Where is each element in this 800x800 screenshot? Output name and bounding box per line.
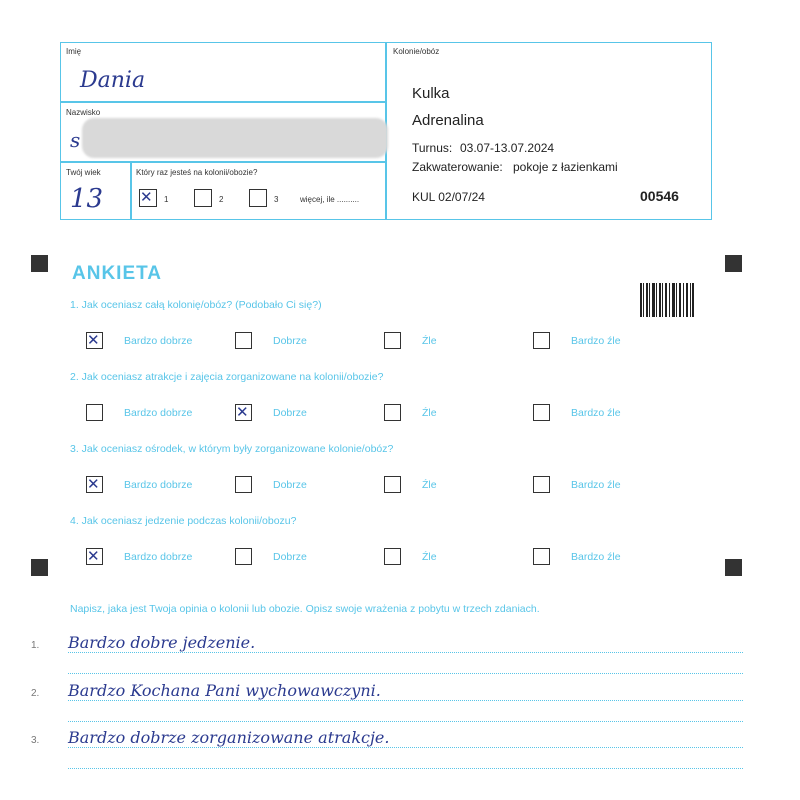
rating-label-q1-2: Dobrze <box>273 335 307 347</box>
answer-line <box>68 652 743 653</box>
rating-checkbox-q3-1[interactable] <box>86 476 103 493</box>
alignment-marker-icon <box>725 559 742 576</box>
turnus-value: 03.07-13.07.2024 <box>460 141 555 155</box>
rating-label-q2-2: Dobrze <box>273 407 307 419</box>
opinion-prompt: Napisz, jaka jest Twoja opinia o kolonii lub obozie. Opisz swoje wrażenia z pobytu w trzech zdaniach. <box>70 603 540 615</box>
answer-text-2: Bardzo Kochana Pani wychowawczyni. <box>68 681 381 700</box>
rating-label-q1-3: Źle <box>422 335 437 347</box>
rating-checkbox-q4-4[interactable] <box>533 548 550 565</box>
rating-checkbox-q1-3[interactable] <box>384 332 401 349</box>
surname-initial: s <box>70 128 81 152</box>
times-checkbox-1[interactable] <box>139 189 157 207</box>
question-text-4: 4. Jak oceniasz jedzenie podczas kolonii/obozu? <box>70 515 297 527</box>
question-text-2: 2. Jak oceniasz atrakcje i zajęcia zorganizowane na kolonii/obozie? <box>70 371 384 383</box>
zakwaterowanie-value: pokoje z łazienkami <box>513 160 618 174</box>
answer-line <box>68 768 743 769</box>
barcode-icon <box>640 283 694 317</box>
redacted-surname <box>82 118 388 158</box>
rating-label-q2-1: Bardzo dobrze <box>124 407 193 419</box>
turnus-label: Turnus: <box>412 141 453 155</box>
answer-line <box>68 721 743 722</box>
times-label-2: 2 <box>219 195 224 204</box>
check-mark-icon: ✕ <box>87 548 100 565</box>
answer-line <box>68 747 743 748</box>
rating-label-q2-3: Źle <box>422 407 437 419</box>
rating-checkbox-q1-2[interactable] <box>235 332 252 349</box>
camp-name: Kulka <box>412 85 450 102</box>
kolonie-label: Kolonie/obóz <box>393 47 440 56</box>
wiek-value: 13 <box>70 184 104 214</box>
camp-code: KUL 02/07/24 <box>412 190 485 204</box>
times-label-3: 3 <box>274 195 279 204</box>
rating-checkbox-q3-3[interactable] <box>384 476 401 493</box>
rating-label-q1-1: Bardzo dobrze <box>124 335 193 347</box>
times-checkbox-3[interactable] <box>249 189 267 207</box>
alignment-marker-icon <box>725 255 742 272</box>
wiecej-label: więcej, ile .......... <box>300 195 360 204</box>
answer-text-1: Bardzo dobre jedzenie. <box>68 633 256 652</box>
ktory-raz-label: Który raz jesteś na kolonii/obozie? <box>136 168 258 177</box>
rating-label-q3-3: Źle <box>422 479 437 491</box>
answer-line <box>68 673 743 674</box>
survey-title: ANKIETA <box>72 263 163 284</box>
rating-label-q2-4: Bardzo źle <box>571 407 621 419</box>
rating-label-q3-2: Dobrze <box>273 479 307 491</box>
rating-label-q1-4: Bardzo źle <box>571 335 621 347</box>
rating-label-q3-1: Bardzo dobrze <box>124 479 193 491</box>
wiek-label: Twój wiek <box>66 168 101 177</box>
rating-label-q4-3: Źle <box>422 551 437 563</box>
question-text-3: 3. Jak oceniasz ośrodek, w którym były zorganizowane kolonie/obóz? <box>70 443 394 455</box>
rating-checkbox-q2-3[interactable] <box>384 404 401 421</box>
check-mark-icon: ✕ <box>140 189 153 206</box>
check-mark-icon: ✕ <box>87 476 100 493</box>
form-number: 00546 <box>640 188 679 204</box>
rating-checkbox-q3-2[interactable] <box>235 476 252 493</box>
check-mark-icon: ✕ <box>236 404 249 421</box>
rating-checkbox-q3-4[interactable] <box>533 476 550 493</box>
rating-checkbox-q2-4[interactable] <box>533 404 550 421</box>
answer-number-1: 1. <box>31 640 40 651</box>
rating-label-q3-4: Bardzo źle <box>571 479 621 491</box>
camp-sub: Adrenalina <box>412 112 484 129</box>
nazwisko-label: Nazwisko <box>66 108 101 117</box>
rating-checkbox-q1-4[interactable] <box>533 332 550 349</box>
imie-value: Dania <box>80 68 146 93</box>
answer-text-3: Bardzo dobrze zorganizowane atrakcje. <box>68 728 390 747</box>
rating-label-q4-4: Bardzo źle <box>571 551 621 563</box>
rating-checkbox-q1-1[interactable] <box>86 332 103 349</box>
rating-label-q4-1: Bardzo dobrze <box>124 551 193 563</box>
imie-label: Imię <box>66 47 82 56</box>
rating-checkbox-q4-3[interactable] <box>384 548 401 565</box>
times-checkbox-2[interactable] <box>194 189 212 207</box>
rating-checkbox-q4-1[interactable] <box>86 548 103 565</box>
rating-label-q4-2: Dobrze <box>273 551 307 563</box>
header-row-line-2 <box>60 161 386 163</box>
answer-number-2: 2. <box>31 688 40 699</box>
rating-checkbox-q2-2[interactable] <box>235 404 252 421</box>
check-mark-icon: ✕ <box>87 332 100 349</box>
zakwaterowanie-label: Zakwaterowanie: <box>412 160 503 174</box>
alignment-marker-icon <box>31 559 48 576</box>
question-text-1: 1. Jak oceniasz całą kolonię/obóz? (Podobało Ci się?) <box>70 299 322 311</box>
answer-line <box>68 700 743 701</box>
rating-checkbox-q4-2[interactable] <box>235 548 252 565</box>
rating-checkbox-q2-1[interactable] <box>86 404 103 421</box>
times-label-1: 1 <box>164 195 169 204</box>
age-divider <box>130 161 132 220</box>
alignment-marker-icon <box>31 255 48 272</box>
header-row-line-1 <box>60 101 386 103</box>
answer-number-3: 3. <box>31 735 40 746</box>
